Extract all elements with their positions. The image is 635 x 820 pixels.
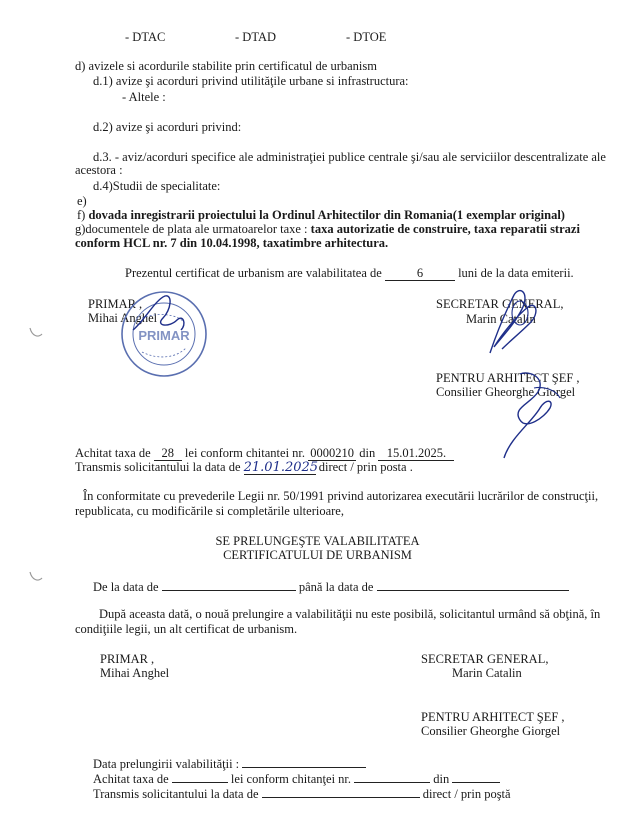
extension-from-blank [162, 577, 296, 591]
footer-tax-blank [172, 769, 228, 783]
extension-to-label: până la data de [298, 580, 374, 594]
validity-after: luni de la data emiterii. [458, 266, 574, 280]
payment-transmit-date: 21.01.2025 [243, 460, 319, 475]
conformity-line2: republicata, cu modificările si completările ulterioare, [75, 504, 344, 518]
section-d2: d.2) avize şi acorduri privind: [93, 120, 242, 134]
section-g-text2: conform HCL nr. 7 din 10.04.1998, taxatimbre arhitectura. [75, 236, 389, 250]
payment-date-label: din [359, 446, 376, 460]
footer-transmit-suffix: direct / prin poştă [422, 787, 511, 801]
section-d3-line1: d.3. - aviz/acorduri specifice ale administraţiei publice centrale şi/sau ale serviciilor descentralizate ale [93, 150, 606, 164]
extension-from-label: De la data de [93, 580, 159, 594]
arhitect-name-bottom: Consilier Gheorghe Giorgel [421, 724, 561, 738]
arhitect-signature [490, 368, 570, 463]
section-f-text: dovada inregistrarii proiectului la Ordinul Arhitectilor din Romania(1 exemplar original) [88, 208, 565, 222]
payment-transmit-suffix: direct / prin posta . [318, 460, 413, 474]
footer-tax-label: Achitat taxa de [93, 772, 169, 786]
validity-line [125, 266, 574, 281]
section-d1-other: - Altele : [122, 90, 166, 104]
payment-transmit-label: Transmis solicitantului la data de [75, 460, 241, 474]
section-d3-line2: acestora : [75, 163, 123, 177]
footer-receipt-blank [354, 769, 430, 783]
option-dtac: - DTAC [125, 30, 166, 44]
payment-tax-label: Achitat taxa de [75, 446, 151, 460]
extension-heading-line2: CERTIFICATULUI DE URBANISM [223, 548, 412, 562]
conformity-line1: În conformitate cu prevederile Legii nr. 50/1991 privind autorizarea executării lucrărilor de construcţii, [83, 489, 599, 503]
section-e: e) [77, 194, 87, 208]
section-d4: d.4)Studii de specialitate: [93, 179, 221, 193]
secretar-title-bottom: SECRETAR GENERAL, [421, 652, 549, 666]
payment-tax-value: 28 [154, 447, 182, 461]
footer-transmit-blank [262, 784, 420, 798]
after-notice-line2: condiţiile legii, un alt certificat de urbanism. [75, 622, 298, 636]
section-g-prefix: g)documentele de plata ale urmatoarelor taxe : [75, 222, 308, 236]
section-f-prefix: f) [77, 208, 86, 222]
validity-months: 6 [385, 267, 455, 281]
option-dtoe: - DTOE [346, 30, 387, 44]
payment-date-value: 15.01.2025. [378, 447, 454, 461]
arhitect-title-top: PENTRU ARHITECT ŞEF , [436, 371, 580, 385]
primar-name-top: Mihai Anghel [88, 311, 158, 325]
extension-heading-line1: SE PRELUNGEŞTE VALABILITATEA [215, 534, 420, 548]
option-dtad: - DTAD [235, 30, 277, 44]
footer-receipt-label: lei conform chitanţei nr. [230, 772, 352, 786]
section-d-title: d) avizele si acordurile stabilite prin certificatul de urbanism [75, 59, 377, 73]
secretar-title-top: SECRETAR GENERAL, [436, 297, 564, 311]
binder-hole-mark-top [28, 326, 44, 340]
extension-to-blank [377, 577, 569, 591]
primar-signature [125, 290, 195, 340]
section-f [77, 208, 565, 222]
extension-dates-line [93, 577, 569, 594]
secretar-signature [470, 285, 550, 355]
payment-receipt-value: 0000210 [308, 447, 356, 461]
payment-transmit-line [75, 460, 413, 475]
section-d1: d.1) avize şi acorduri privind utilităţile urbane si infrastructura: [93, 74, 409, 88]
footer-extension-blank [242, 754, 366, 768]
after-notice-line1: După aceasta dată, o nouă prelungire a valabilităţii nu este posibilă, solicitantul urmând să obţină, în [99, 607, 601, 621]
secretar-name-bottom: Marin Catalin [452, 666, 522, 680]
primar-name-bottom: Mihai Anghel [100, 666, 170, 680]
payment-receipt-label: lei conform chitantei nr. [184, 446, 306, 460]
section-g-line1 [75, 222, 580, 236]
section-g-text1: taxa autorizatie de construire, taxa reparatii strazi [310, 222, 580, 236]
binder-hole-mark-bottom [28, 570, 44, 584]
primar-title-bottom: PRIMAR , [100, 652, 155, 666]
footer-date-blank [452, 769, 500, 783]
arhitect-title-bottom: PENTRU ARHITECT ŞEF , [421, 710, 565, 724]
footer-extension-label: Data prelungirii valabilităţii : [93, 757, 240, 771]
secretar-name-top: Marin Catalin [466, 312, 536, 326]
footer-transmit-line [93, 784, 511, 801]
validity-before: Prezentul certificat de urbanism are valabilitatea de [125, 266, 382, 280]
stamp-text: PRIMAR [138, 328, 190, 343]
arhitect-name-top: Consilier Gheorghe Giorgel [436, 385, 576, 399]
footer-date-label: din [433, 772, 450, 786]
primar-title-top: PRIMAR , [88, 297, 143, 311]
footer-transmit-label: Transmis solicitantului la data de [93, 787, 259, 801]
payment-tax-line [75, 446, 454, 461]
